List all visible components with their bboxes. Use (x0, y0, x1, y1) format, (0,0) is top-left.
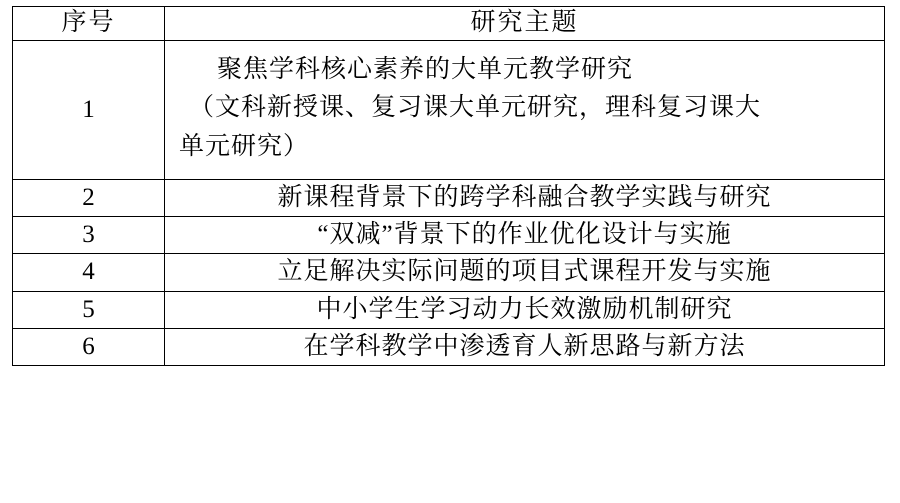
topic-line: （文科新授课、复习课大单元研究，理科复习课大 (189, 94, 762, 122)
row-number: 6 (13, 328, 165, 365)
row-number: 2 (13, 179, 165, 216)
row-topic: “双减”背景下的作业优化设计与实施 (165, 217, 885, 254)
row-number: 1 (13, 40, 165, 179)
row-number: 3 (13, 217, 165, 254)
row-number: 4 (13, 254, 165, 291)
table-row (13, 328, 885, 365)
table-row (13, 254, 885, 291)
table-row (13, 217, 885, 254)
row-topic: 新课程背景下的跨学科融合教学实践与研究 (165, 179, 885, 216)
topic-line: 聚焦学科核心素养的大单元教学研究 (217, 55, 634, 83)
row-topic: 在学科教学中渗透育人新思路与新方法 (165, 328, 885, 365)
table-header-row (13, 7, 885, 41)
table-row (13, 40, 885, 179)
column-header-no: 序号 (13, 7, 165, 41)
row-topic: 中小学生学习动力长效激励机制研究 (165, 291, 885, 328)
row-number: 5 (13, 291, 165, 328)
row-topic: 立足解决实际问题的项目式课程开发与实施 (165, 254, 885, 291)
table-row (13, 291, 885, 328)
table-row (13, 179, 885, 216)
topic-line: 单元研究） (179, 133, 310, 160)
column-header-topic: 研究主题 (165, 7, 885, 41)
row-topic (165, 40, 885, 179)
research-topics-table (12, 6, 885, 366)
